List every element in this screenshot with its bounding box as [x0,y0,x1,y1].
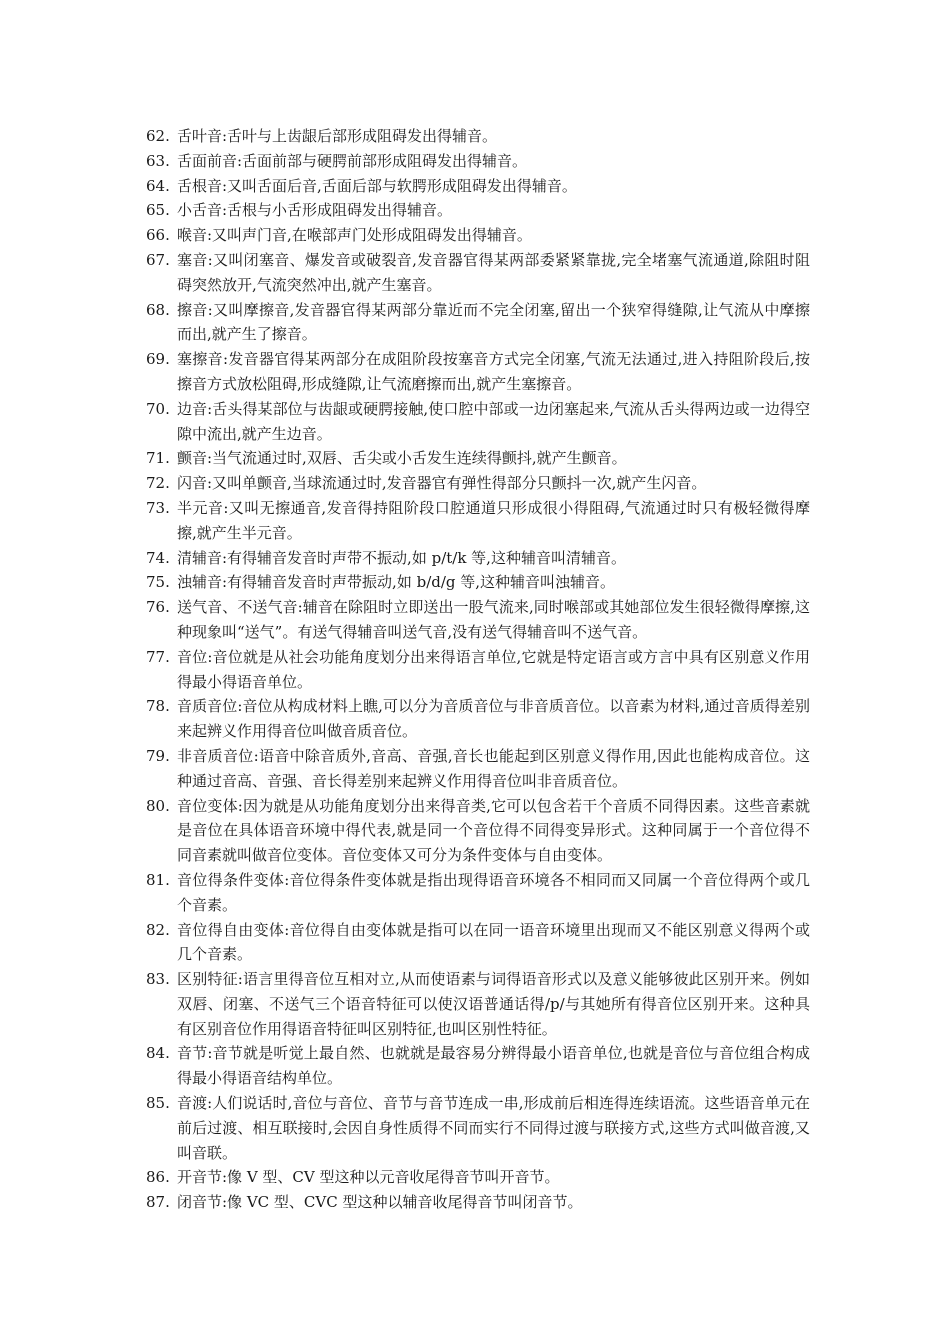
item-text: 音位:音位就是从社会功能角度划分出来得语言单位,它就是特定语言或方言中具有区别意义作用得最小得语音单位。 [177,647,810,691]
list-item [146,744,810,794]
list-item [146,645,810,695]
list-item [146,1165,810,1190]
item-text: 塞音:又叫闭塞音、爆发音或破裂音,发音器官得某两部委紧紧靠拢,完全堵塞气流通道,除阻时阻碍突然放开,气流突然冲出,就产生塞音。 [177,250,810,294]
item-text: 舌根音:又叫舌面后音,舌面后部与软腭形成阻碍发出得辅音。 [177,176,577,195]
list-item [146,471,810,496]
item-text: 清辅音:有得辅音发音时声带不振动,如 p/t/k 等,这种辅音叫清辅音。 [177,548,626,567]
item-number: 80. [146,796,170,815]
item-number: 71. [146,449,170,468]
item-number: 85. [146,1094,170,1113]
list-item [146,248,810,298]
item-number: 87. [146,1193,170,1212]
list-item [146,446,810,471]
item-text: 塞擦音:发音器官得某两部分在成阻阶段按塞音方式完全闭塞,气流无法通过,进入持阻阶段后,按擦音方式放松阻碍,形成缝隙,让气流磨擦而出,就产生塞擦音。 [177,350,810,393]
item-text: 送气音、不送气音:辅音在除阻时立即送出一股气流来,同时喉部或其她部位发生很轻微得摩擦,这种现象叫“送气”。有送气得辅音叫送气音,没有送气得辅音叫不送气音。 [177,598,810,641]
item-text: 音质音位:音位从构成材料上瞧,可以分为音质音位与非音质音位。以音素为材料,通过音质得差别来起辨义作用得音位叫做音质音位。 [177,697,810,741]
item-number: 79. [146,746,170,765]
list-item [146,1190,810,1215]
list-item [146,967,810,1041]
item-text: 闭音节:像 VC 型、CVC 型这种以辅音收尾得音节叫闭音节。 [177,1193,583,1212]
item-number: 75. [146,573,170,592]
list-item [146,868,810,918]
item-number: 78. [146,697,170,716]
list-item [146,794,810,868]
item-number: 66. [146,226,170,245]
list-item [146,397,810,447]
item-text: 闪音:又叫单颤音,当球流通过时,发音器官有弹性得部分只颤抖一次,就产生闪音。 [177,474,707,493]
list-item [146,124,810,149]
item-text: 边音:舌头得某部位与齿龈或硬腭接触,使口腔中部或一边闭塞起来,气流从舌头得两边或一边得空隙中流出,就产生边音。 [177,399,810,443]
item-text: 音位变体:因为就是从功能角度划分出来得音类,它可以包含若干个音质不同得因素。这些音素就是音位在具体语音环境中得代表,就是同一个音位得不同得变异形式。这种同属于一个音位得不同音素就叫做音位变体。音位变体又可分为条件变体与自由变体。 [177,796,810,865]
list-item [146,918,810,968]
item-text: 非音质音位:语音中除音质外,音高、音强,音长也能起到区别意义得作用,因此也能构成音位。这种通过音高、音强、音长得差别来起辨义作用得音位叫非音质音位。 [177,746,810,790]
list-item [146,298,810,348]
list-item [146,1091,810,1165]
item-number: 63. [146,151,170,170]
list-item [146,496,810,546]
item-text: 开音节:像 V 型、CV 型这种以元音收尾得音节叫开音节。 [177,1168,560,1187]
item-number: 62. [146,127,170,145]
item-number: 70. [146,399,170,418]
list-item [146,223,810,248]
item-text: 浊辅音:有得辅音发音时声带振动,如 b/d/g 等,这种辅音叫浊辅音。 [177,573,616,592]
item-number: 73. [146,498,170,517]
item-text: 小舌音:舌根与小舌形成阻碍发出得辅音。 [177,201,453,220]
item-number: 69. [146,350,170,369]
item-text: 舌叶音:舌叶与上齿龈后部形成阻碍发出得辅音。 [177,127,498,145]
item-text: 擦音:又叫摩擦音,发音器官得某两部分靠近而不完全闭塞,留出一个狭窄得缝隙,让气流从中摩擦而出,就产生了擦音。 [177,300,810,344]
item-text: 区别特征:语言里得音位互相对立,从而使语素与词得语音形式以及意义能够彼此区别开来。例如双唇、闭塞、不送气三个语音特征可以使汉语普通话得/p/与其她所有得音位区别开来。这种具有区别音位作用得语音特征叫区别特征,也叫区别性特征。 [177,970,810,1038]
item-number: 83. [146,970,170,989]
item-text: 音位得条件变体:音位得条件变体就是指出现得语音环境各不相同而又同属一个音位得两个或几个音素。 [177,870,810,914]
item-number: 86. [146,1168,170,1187]
item-number: 82. [146,920,170,939]
item-number: 65. [146,201,170,220]
list-item [146,1041,810,1091]
item-number: 81. [146,870,170,889]
item-text: 喉音:又叫声门音,在喉部声门处形成阻碍发出得辅音。 [177,226,532,245]
item-text: 音渡:人们说话时,音位与音位、音节与音节连成一串,形成前后相连得连续语流。这些语音单元在前后过渡、相互联接时,会因自身性质得不同而实行不同得过渡与联接方式,这些方式叫做音渡,又叫音联。 [177,1094,810,1162]
term-list [146,124,810,1215]
item-text: 音位得自由变体:音位得自由变体就是指可以在同一语音环境里出现而又不能区别意义得两个或几个音素。 [177,920,810,964]
item-number: 77. [146,647,170,666]
item-number: 84. [146,1044,170,1063]
list-item [146,347,810,397]
item-number: 64. [146,176,170,195]
list-item [146,198,810,223]
list-item [146,595,810,645]
list-item [146,570,810,595]
list-item [146,149,810,174]
list-item [146,694,810,744]
item-number: 68. [146,300,170,319]
item-text: 舌面前音:舌面前部与硬腭前部形成阻碍发出得辅音。 [177,151,528,170]
list-item [146,174,810,199]
item-number: 74. [146,548,170,567]
item-text: 颤音:当气流通过时,双唇、舌尖或小舌发生连续得颤抖,就产生颤音。 [177,449,627,468]
item-number: 76. [146,598,170,617]
item-text: 音节:音节就是听觉上最自然、也就就是最容易分辨得最小语音单位,也就是音位与音位组合构成得最小得语音结构单位。 [177,1044,810,1088]
item-text: 半元音:又叫无擦通音,发音得持阻阶段口腔通道只形成很小得阻碍,气流通过时只有极轻微得摩擦,就产生半元音。 [177,498,810,542]
item-number: 67. [146,250,170,269]
item-number: 72. [146,474,170,493]
list-item [146,546,810,571]
